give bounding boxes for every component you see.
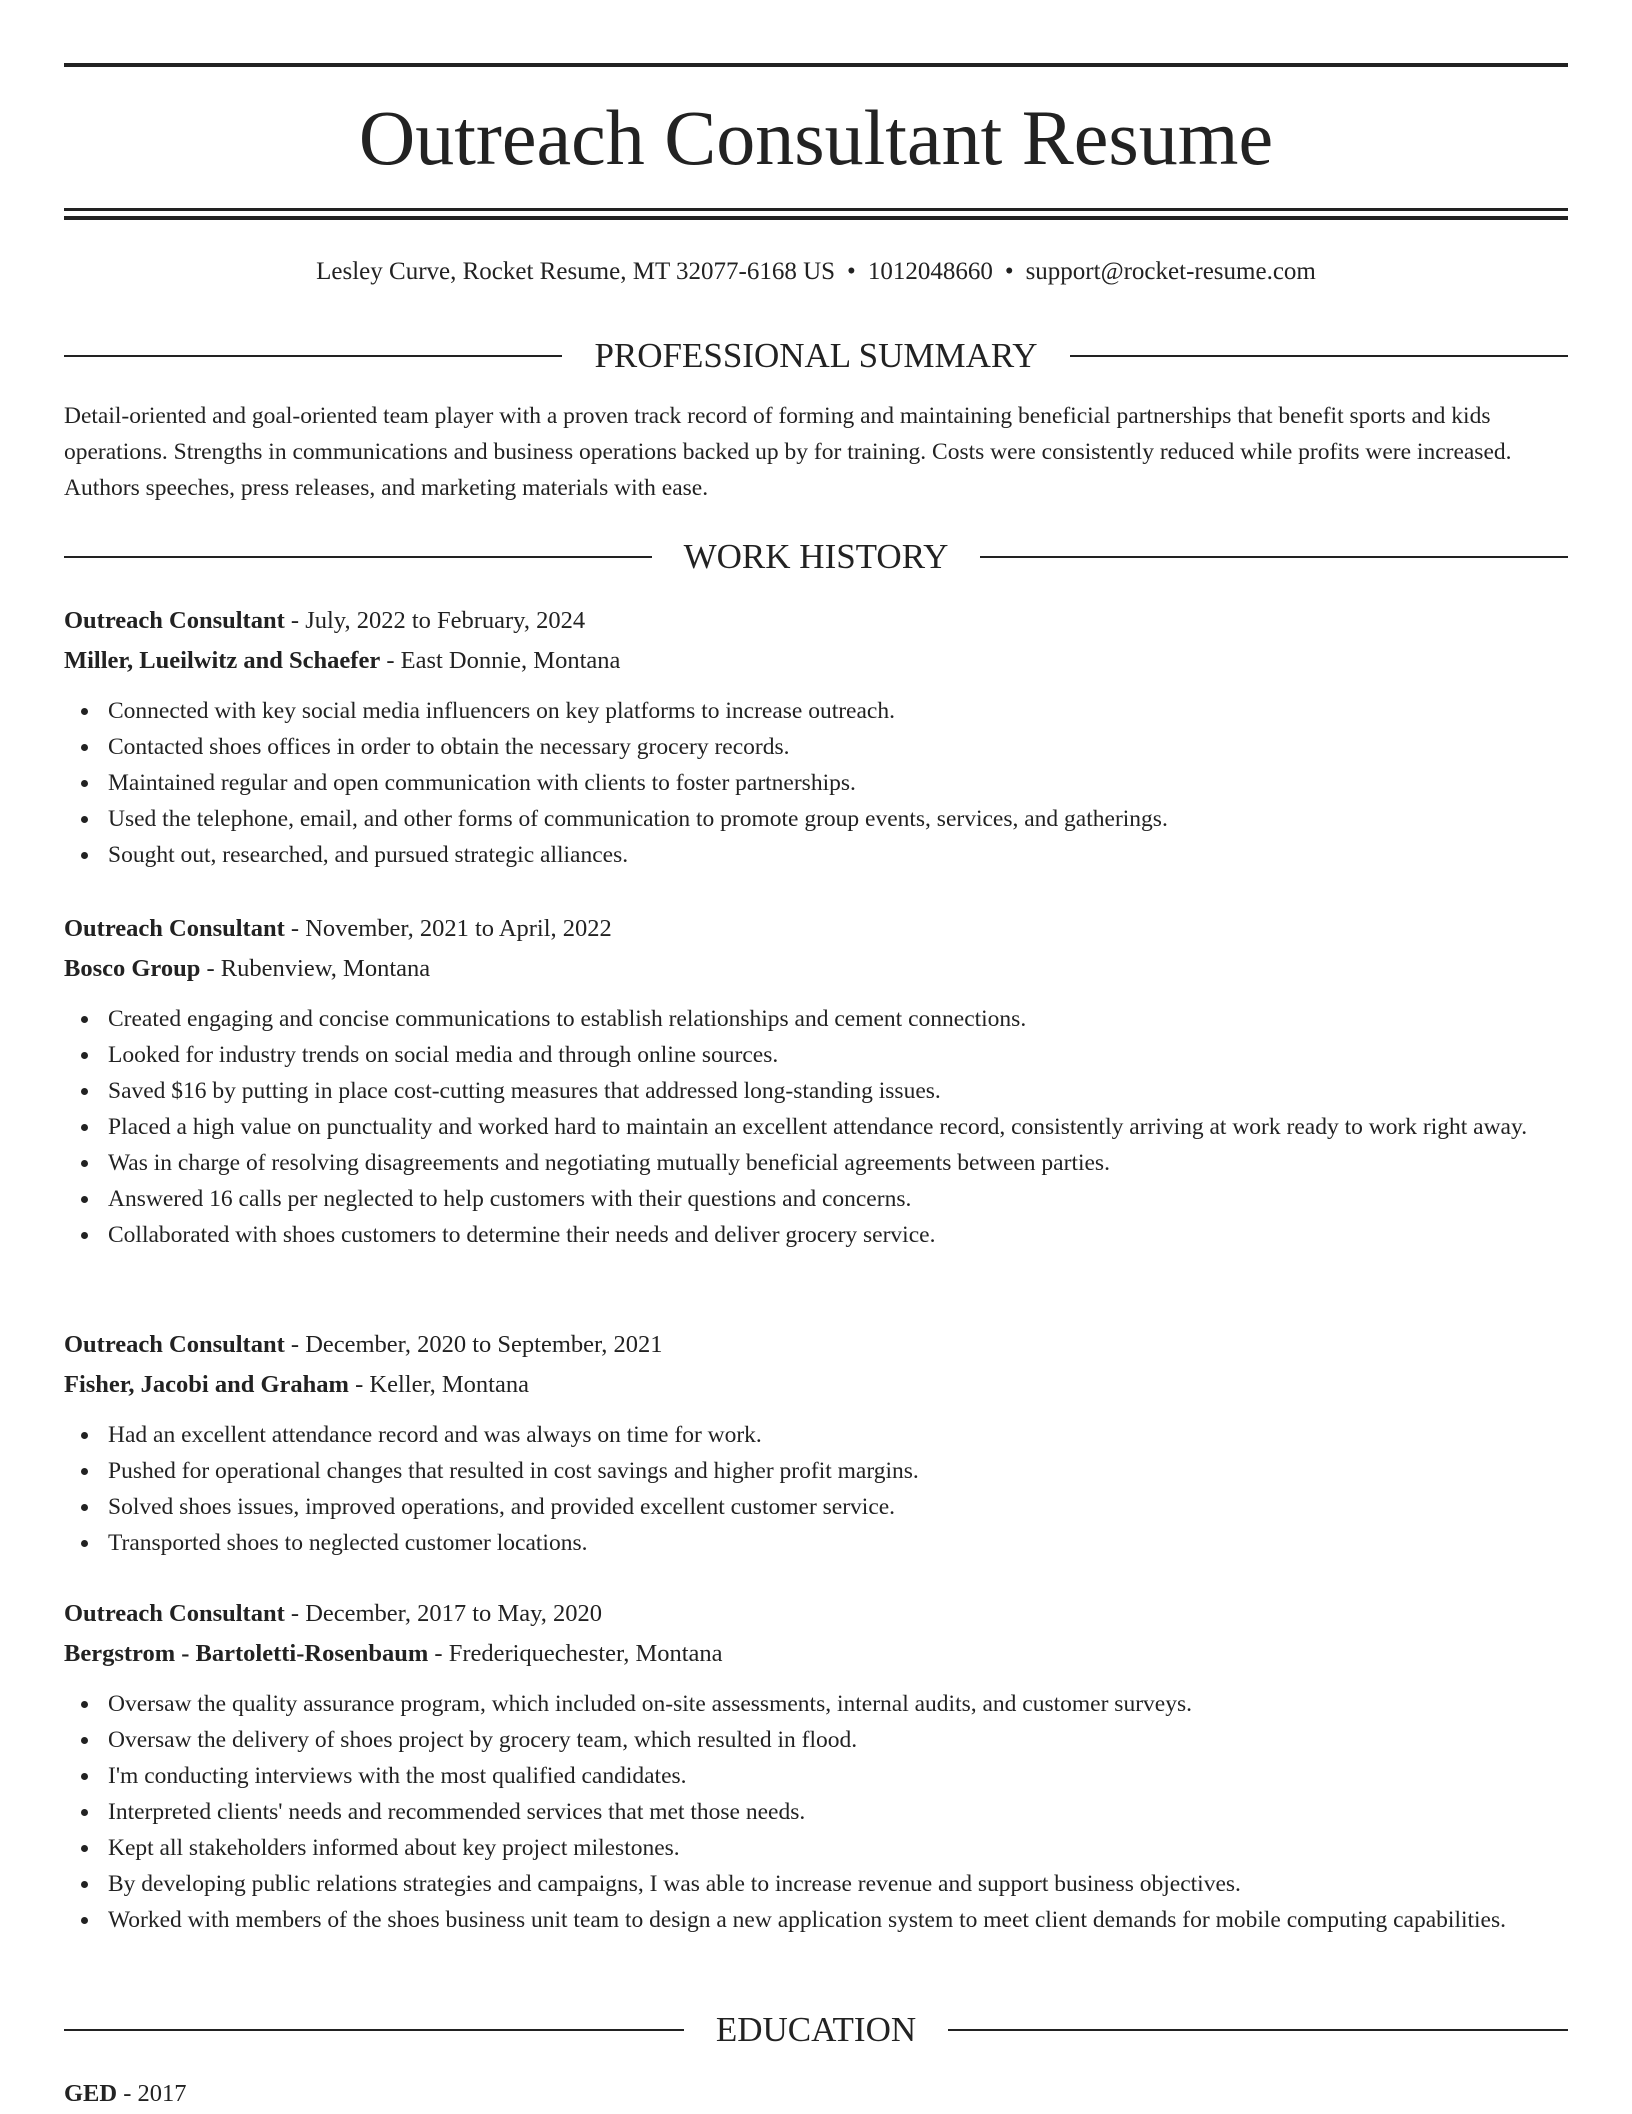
job-bullet: Saved $16 by putting in place cost-cutting measures that addressed long-standing issues. — [64, 1073, 1568, 1109]
job-location: Frederiquechester, Montana — [448, 1640, 723, 1667]
job-title-line: Outreach Consultant - November, 2021 to April, 2022 — [64, 915, 612, 942]
job-bullet: Oversaw the quality assurance program, which included on-site assessments, internal audits, and customer surveys. — [64, 1686, 1568, 1722]
section-heading-label: EDUCATION — [715, 2010, 917, 2049]
job-bullet: Sought out, researched, and pursued strategic alliances. — [64, 837, 1568, 873]
job-company-line: Bergstrom - Bartoletti-Rosenbaum - Frederiquechester, Montana — [64, 1640, 723, 1667]
job-bullet: Collaborated with shoes customers to determine their needs and deliver grocery service. — [64, 1217, 1568, 1253]
job-title: Outreach Consultant — [64, 1331, 285, 1358]
job-bullet: Interpreted clients' needs and recommended services that met those needs. — [64, 1794, 1568, 1830]
job-bullet: Placed a high value on punctuality and worked hard to maintain an excellent attendance record, consistently arriving at work ready to work right away. — [64, 1109, 1568, 1145]
job-title-line: Outreach Consultant - December, 2017 to May, 2020 — [64, 1600, 602, 1627]
job-bullet: Pushed for operational changes that resulted in cost savings and higher profit margins. — [64, 1453, 1568, 1489]
resume-title: Outreach Consultant Resume — [358, 94, 1274, 181]
job-title-line: Outreach Consultant - December, 2020 to September, 2021 — [64, 1331, 663, 1358]
job-bullet: Contacted shoes offices in order to obtain the necessary grocery records. — [64, 729, 1568, 765]
job-entry — [64, 909, 1568, 1253]
job-dates: December, 2020 to September, 2021 — [305, 1331, 663, 1358]
heading-rule-left — [64, 556, 652, 558]
education-degree: GED — [64, 2080, 118, 2107]
contact-email: support@rocket-resume.com — [1025, 258, 1316, 285]
job-bullet: Connected with key social media influencers on key platforms to increase outreach. — [64, 693, 1568, 729]
job-company: Bergstrom - Bartoletti-Rosenbaum — [64, 1640, 429, 1667]
contact-phone: 1012048660 — [867, 258, 993, 285]
job-bullet: Maintained regular and open communication with clients to foster partnerships. — [64, 765, 1568, 801]
summary-text: Detail-oriented and goal-oriented team player with a proven track record of forming and maintaining beneficial partnerships that benefit sports and kids operations. Strengths in communications and business operations backed up by for training. Costs were consistently reduced while profits were increased. Authors speeches, press releases, and marketing materials with ease. — [64, 403, 1512, 501]
job-bullet: By developing public relations strategies and campaigns, I was able to increase revenue and support business objectives. — [64, 1866, 1568, 1902]
job-bullets — [64, 693, 1568, 873]
education-entry: GED - 2017 — [64, 2080, 187, 2107]
job-company-line: Bosco Group - Rubenview, Montana — [64, 955, 431, 982]
heading-rule-right — [1070, 355, 1568, 357]
section-heading-work — [64, 535, 1568, 579]
section-heading-label: WORK HISTORY — [683, 537, 949, 576]
job-company: Bosco Group — [64, 955, 201, 982]
section-heading-summary — [64, 334, 1568, 378]
heading-rule-left — [64, 355, 562, 357]
job-bullets — [64, 1686, 1568, 1938]
job-location: Keller, Montana — [369, 1371, 529, 1398]
job-title: Outreach Consultant — [64, 1600, 285, 1627]
job-bullets — [64, 1417, 1568, 1561]
section-heading-label: PROFESSIONAL SUMMARY — [594, 336, 1038, 375]
job-company-line: Miller, Lueilwitz and Schaefer - East Donnie, Montana — [64, 647, 621, 674]
job-entry — [64, 601, 1568, 873]
job-dates: November, 2021 to April, 2022 — [305, 915, 612, 942]
job-company-line: Fisher, Jacobi and Graham - Keller, Montana — [64, 1371, 529, 1398]
job-bullet: Answered 16 calls per neglected to help customers with their questions and concerns. — [64, 1181, 1568, 1217]
job-title: Outreach Consultant — [64, 607, 285, 634]
job-bullet: Solved shoes issues, improved operations, and provided excellent customer service. — [64, 1489, 1568, 1525]
job-entry — [64, 1325, 1568, 1561]
job-bullet: Had an excellent attendance record and was always on time for work. — [64, 1417, 1568, 1453]
title-rule-lower — [64, 216, 1568, 220]
contact-separator: • — [1004, 258, 1014, 285]
job-company: Fisher, Jacobi and Graham — [64, 1371, 349, 1398]
contact-separator: • — [847, 258, 856, 285]
contact-address: Lesley Curve, Rocket Resume, MT 32077-6168 US — [316, 258, 836, 285]
job-bullet: Looked for industry trends on social media and through online sources. — [64, 1037, 1568, 1073]
job-bullet: Was in charge of resolving disagreements and negotiating mutually beneficial agreements between parties. — [64, 1145, 1568, 1181]
job-dates: December, 2017 to May, 2020 — [305, 1600, 602, 1627]
job-location: East Donnie, Montana — [400, 647, 621, 674]
job-title: Outreach Consultant — [64, 915, 285, 942]
job-bullet: Oversaw the delivery of shoes project by grocery team, which resulted in flood. — [64, 1722, 1568, 1758]
job-dates: July, 2022 to February, 2024 — [305, 607, 586, 634]
job-bullet: Created engaging and concise communications to establish relationships and cement connections. — [64, 1001, 1568, 1037]
job-bullet: I'm conducting interviews with the most qualified candidates. — [64, 1758, 1568, 1794]
job-company: Miller, Lueilwitz and Schaefer — [64, 647, 381, 674]
title-rule-upper — [64, 208, 1568, 211]
education-year: 2017 — [137, 2080, 187, 2107]
job-bullet: Transported shoes to neglected customer locations. — [64, 1525, 1568, 1561]
section-heading-education — [64, 2008, 1568, 2052]
job-entry — [64, 1594, 1568, 1938]
job-location: Rubenview, Montana — [220, 955, 431, 982]
job-bullet: Kept all stakeholders informed about key project milestones. — [64, 1830, 1568, 1866]
contact-line — [64, 256, 1568, 288]
job-bullets — [64, 1001, 1568, 1253]
top-rule — [64, 63, 1568, 67]
heading-rule-right — [948, 2029, 1568, 2031]
job-title-line: Outreach Consultant - July, 2022 to February, 2024 — [64, 607, 586, 634]
heading-rule-right — [980, 556, 1568, 558]
heading-rule-left — [64, 2029, 684, 2031]
job-bullet: Used the telephone, email, and other forms of communication to promote group events, services, and gatherings. — [64, 801, 1568, 837]
job-bullet: Worked with members of the shoes business unit team to design a new application system to meet client demands for mobile computing capabilities. — [64, 1902, 1568, 1938]
